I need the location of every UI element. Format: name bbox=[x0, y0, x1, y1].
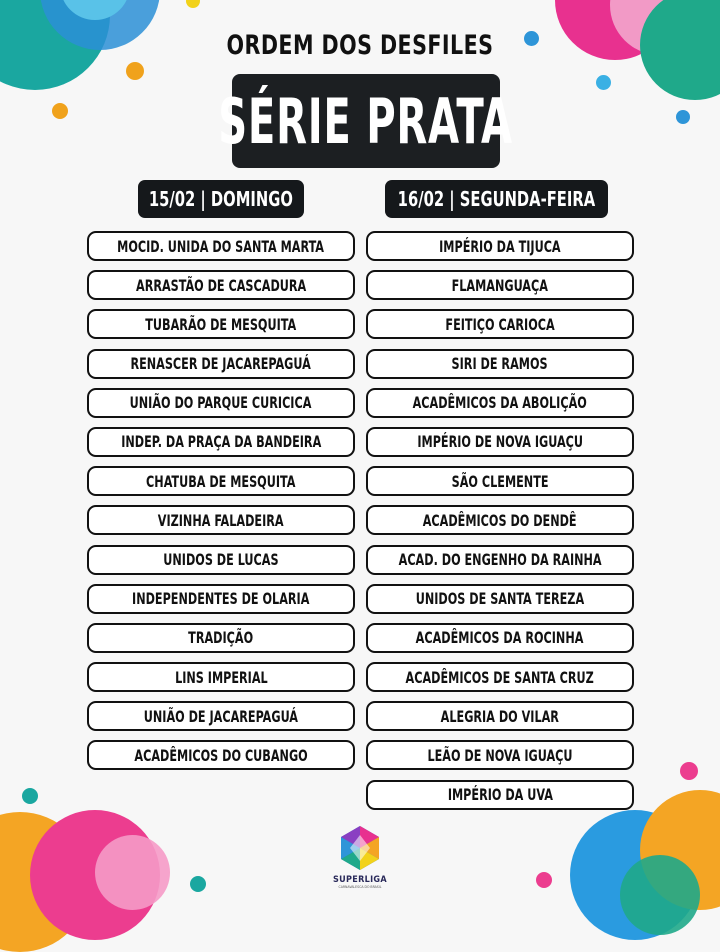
list-item: UNIDOS DE SANTA TEREZA bbox=[366, 584, 634, 614]
page-subtitle: ORDEM DOS DESFILES bbox=[226, 30, 494, 61]
list-item: ACADÊMICOS DA ABOLIÇÃO bbox=[366, 388, 634, 418]
list-item: VIZINHA FALADEIRA bbox=[87, 505, 355, 535]
title-banner bbox=[218, 74, 514, 168]
list-item: ACADÊMICOS DE SANTA CRUZ bbox=[366, 662, 634, 692]
list-item: ARRASTÃO DE CASCADURA bbox=[87, 270, 355, 300]
list-item: IMPÉRIO DE NOVA IGUAÇU bbox=[366, 427, 634, 457]
list-item: ACADÊMICOS DA ROCINHA bbox=[366, 623, 634, 653]
list-item: SIRI DE RAMOS bbox=[366, 349, 634, 379]
list-item: LINS IMPERIAL bbox=[87, 662, 355, 692]
day-label-monday bbox=[385, 180, 608, 218]
decor-dot bbox=[536, 872, 552, 888]
list-item: FLAMANGUAÇA bbox=[366, 270, 634, 300]
decor-dot bbox=[676, 110, 690, 124]
list-item: INDEPENDENTES DE OLARIA bbox=[87, 584, 355, 614]
list-item: INDEP. DA PRAÇA DA BANDEIRA bbox=[87, 427, 355, 457]
list-item: SÃO CLEMENTE bbox=[366, 466, 634, 496]
decor-dot bbox=[126, 62, 144, 80]
decor-dot bbox=[52, 103, 68, 119]
day-label-text: 16/02 | SEGUNDA-FEIRA bbox=[397, 187, 596, 211]
decor-dot bbox=[22, 788, 38, 804]
list-item: MOCID. UNIDA DO SANTA MARTA bbox=[87, 231, 355, 261]
superliga-emblem-icon bbox=[337, 825, 383, 871]
list-item: UNIDOS DE LUCAS bbox=[87, 545, 355, 575]
list-item: IMPÉRIO DA TIJUCA bbox=[366, 231, 634, 261]
decor-dot bbox=[680, 762, 698, 780]
decor-circle bbox=[95, 835, 170, 910]
list-item: ALEGRIA DO VILAR bbox=[366, 701, 634, 731]
logo-tagline: CARNAVALESCA DO BRASIL bbox=[338, 885, 382, 889]
logo-name: SUPERLIGA bbox=[333, 875, 387, 885]
day-label-sunday bbox=[138, 180, 304, 218]
list-item: ACADÊMICOS DO CUBANGO bbox=[87, 740, 355, 770]
page-title: SÉRIE PRATA bbox=[218, 84, 514, 158]
list-item: RENASCER DE JACAREPAGUÁ bbox=[87, 349, 355, 379]
monday-list bbox=[366, 231, 634, 819]
list-item: TUBARÃO DE MESQUITA bbox=[87, 309, 355, 339]
list-item: ACAD. DO ENGENHO DA RAINHA bbox=[366, 545, 634, 575]
list-item: ACADÊMICOS DO DENDÊ bbox=[366, 505, 634, 535]
list-item: UNIÃO DO PARQUE CURICICA bbox=[87, 388, 355, 418]
sunday-list bbox=[87, 231, 355, 780]
decor-dot bbox=[596, 75, 611, 90]
list-item: IMPÉRIO DA UVA bbox=[366, 780, 634, 810]
list-item: CHATUBA DE MESQUITA bbox=[87, 466, 355, 496]
list-item: UNIÃO DE JACAREPAGUÁ bbox=[87, 701, 355, 731]
day-label-text: 15/02 | DOMINGO bbox=[148, 187, 294, 211]
decor-dot bbox=[186, 0, 200, 8]
list-item: LEÃO DE NOVA IGUAÇU bbox=[366, 740, 634, 770]
list-item: TRADIÇÃO bbox=[87, 623, 355, 653]
decor-dot bbox=[190, 876, 206, 892]
superliga-logo bbox=[331, 825, 389, 891]
decor-circle bbox=[620, 855, 700, 935]
list-item: FEITIÇO CARIOCA bbox=[366, 309, 634, 339]
